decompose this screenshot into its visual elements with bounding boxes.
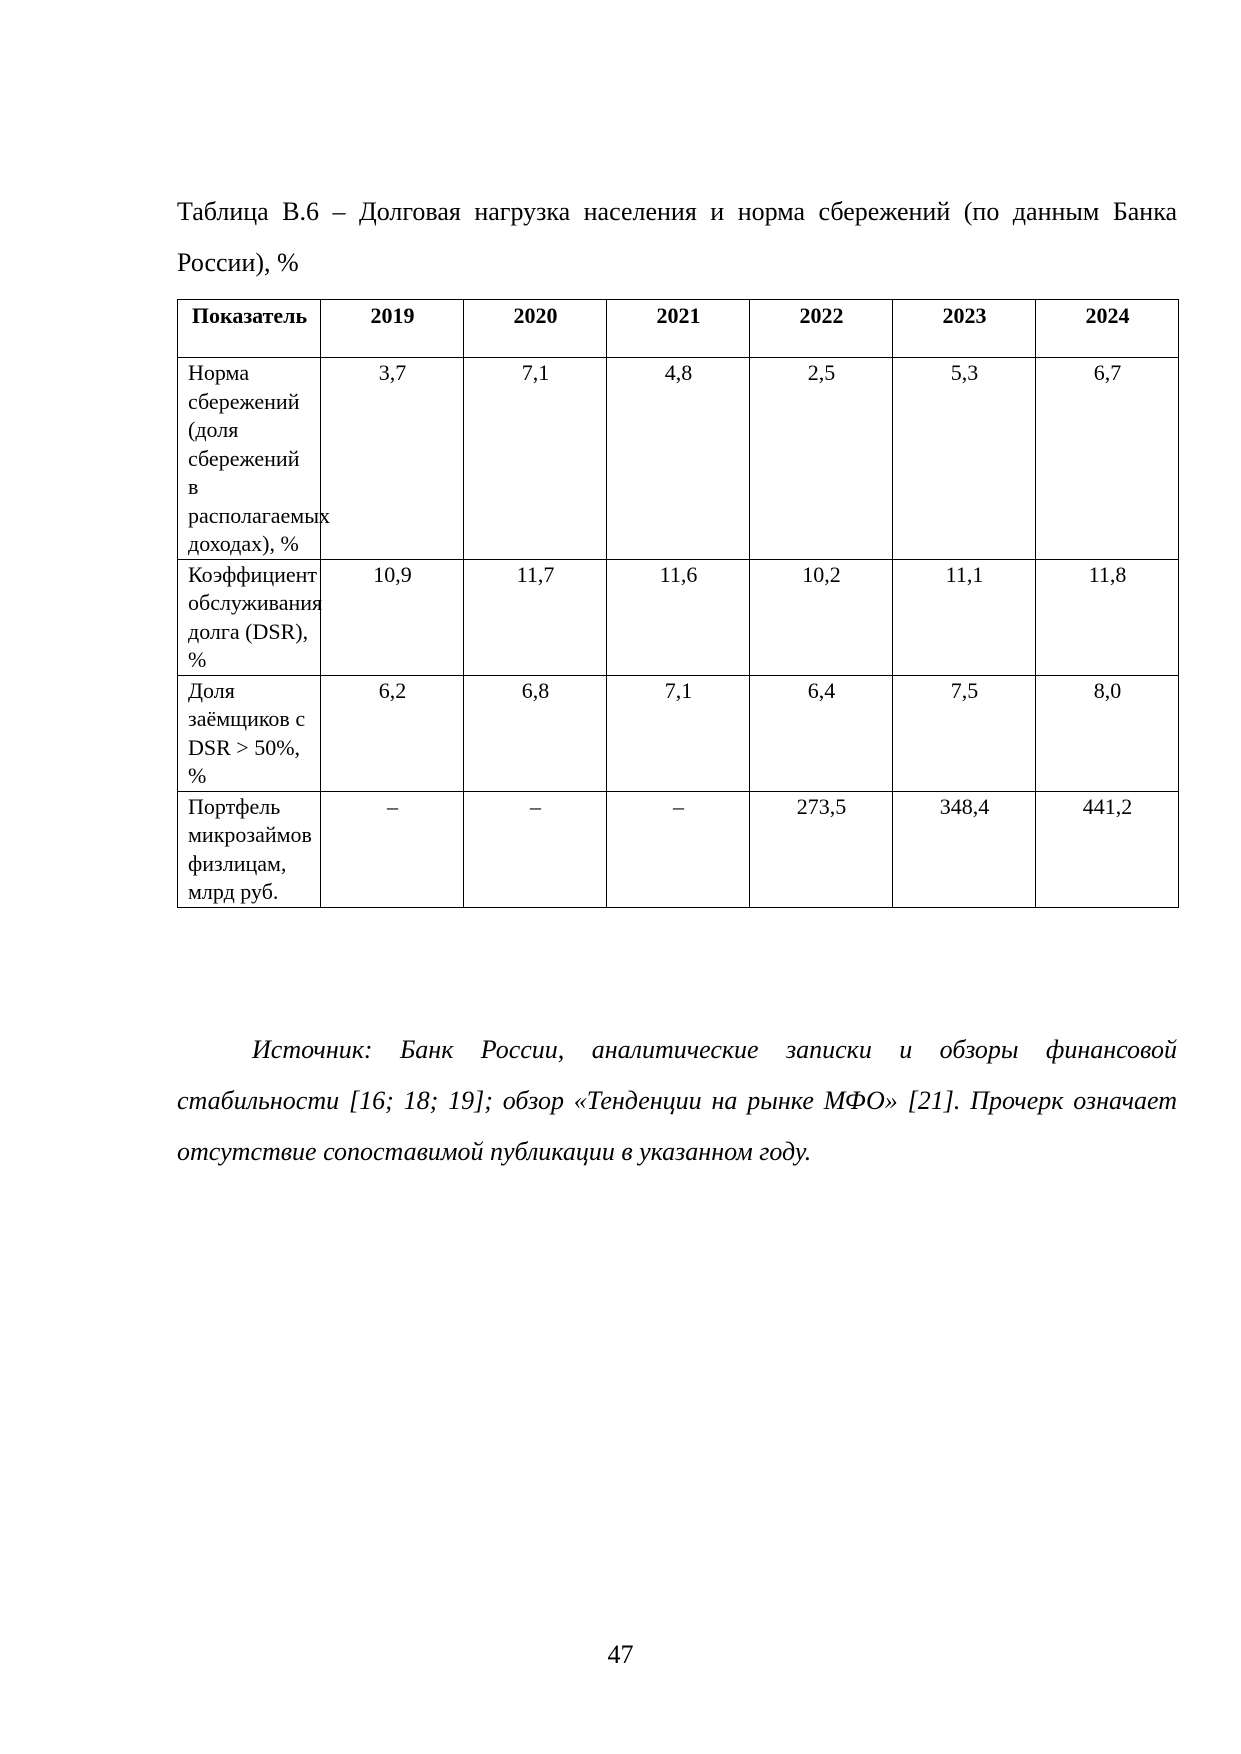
table-cell: – xyxy=(321,791,464,907)
table-cell: 8,0 xyxy=(1036,675,1179,791)
header-cell-year: 2019 xyxy=(321,300,464,358)
table-cell: 6,4 xyxy=(750,675,893,791)
table-cell: 6,7 xyxy=(1036,358,1179,560)
table-cell: 10,9 xyxy=(321,559,464,675)
table-cell: 11,8 xyxy=(1036,559,1179,675)
table-cell: 7,1 xyxy=(607,675,750,791)
table-cell: 6,8 xyxy=(464,675,607,791)
table-cell: 7,5 xyxy=(893,675,1036,791)
table-cell: 11,7 xyxy=(464,559,607,675)
table-row xyxy=(178,791,1179,907)
data-table xyxy=(177,299,1179,908)
table-cell: 5,3 xyxy=(893,358,1036,560)
table-cell: 11,6 xyxy=(607,559,750,675)
row-label: Коэффициент обслуживания долга (DSR), % xyxy=(178,559,321,675)
table-cell: 6,2 xyxy=(321,675,464,791)
table-cell: 3,7 xyxy=(321,358,464,560)
table-caption: Таблица В.6 – Долговая нагрузка населения и норма сбережений (по данным Банка России), % xyxy=(177,197,1177,277)
row-label: Норма сбережений (доля сбережений в располагаемых доходах), % xyxy=(178,358,321,560)
row-label: Доля заёмщиков с DSR > 50%, % xyxy=(178,675,321,791)
table-row xyxy=(178,559,1179,675)
table-row xyxy=(178,675,1179,791)
row-label: Портфель микрозаймов физлицам, млрд руб. xyxy=(178,791,321,907)
header-cell-year: 2023 xyxy=(893,300,1036,358)
table-cell: 11,1 xyxy=(893,559,1036,675)
header-cell-year: 2020 xyxy=(464,300,607,358)
table-cell: 273,5 xyxy=(750,791,893,907)
table-cell: – xyxy=(607,791,750,907)
table-cell: 7,1 xyxy=(464,358,607,560)
page-number: 47 xyxy=(607,1640,634,1669)
source-note: Источник: Банк России, аналитические записки и обзоры финансовой стабильности [16; 18; 19]; обзор «Тенденции на рынке МФО» [21]. Прочерк означает отсутствие сопоставимой публикации в указанном году. xyxy=(177,1035,1177,1166)
table-cell: 2,5 xyxy=(750,358,893,560)
header-cell-indicator: Показатель xyxy=(178,300,321,358)
table-row xyxy=(178,358,1179,560)
table-cell: 10,2 xyxy=(750,559,893,675)
table-cell: 4,8 xyxy=(607,358,750,560)
table-header-row xyxy=(178,300,1179,358)
table-cell: – xyxy=(464,791,607,907)
table-cell: 441,2 xyxy=(1036,791,1179,907)
header-cell-year: 2022 xyxy=(750,300,893,358)
table-cell: 348,4 xyxy=(893,791,1036,907)
header-cell-year: 2024 xyxy=(1036,300,1179,358)
header-cell-year: 2021 xyxy=(607,300,750,358)
